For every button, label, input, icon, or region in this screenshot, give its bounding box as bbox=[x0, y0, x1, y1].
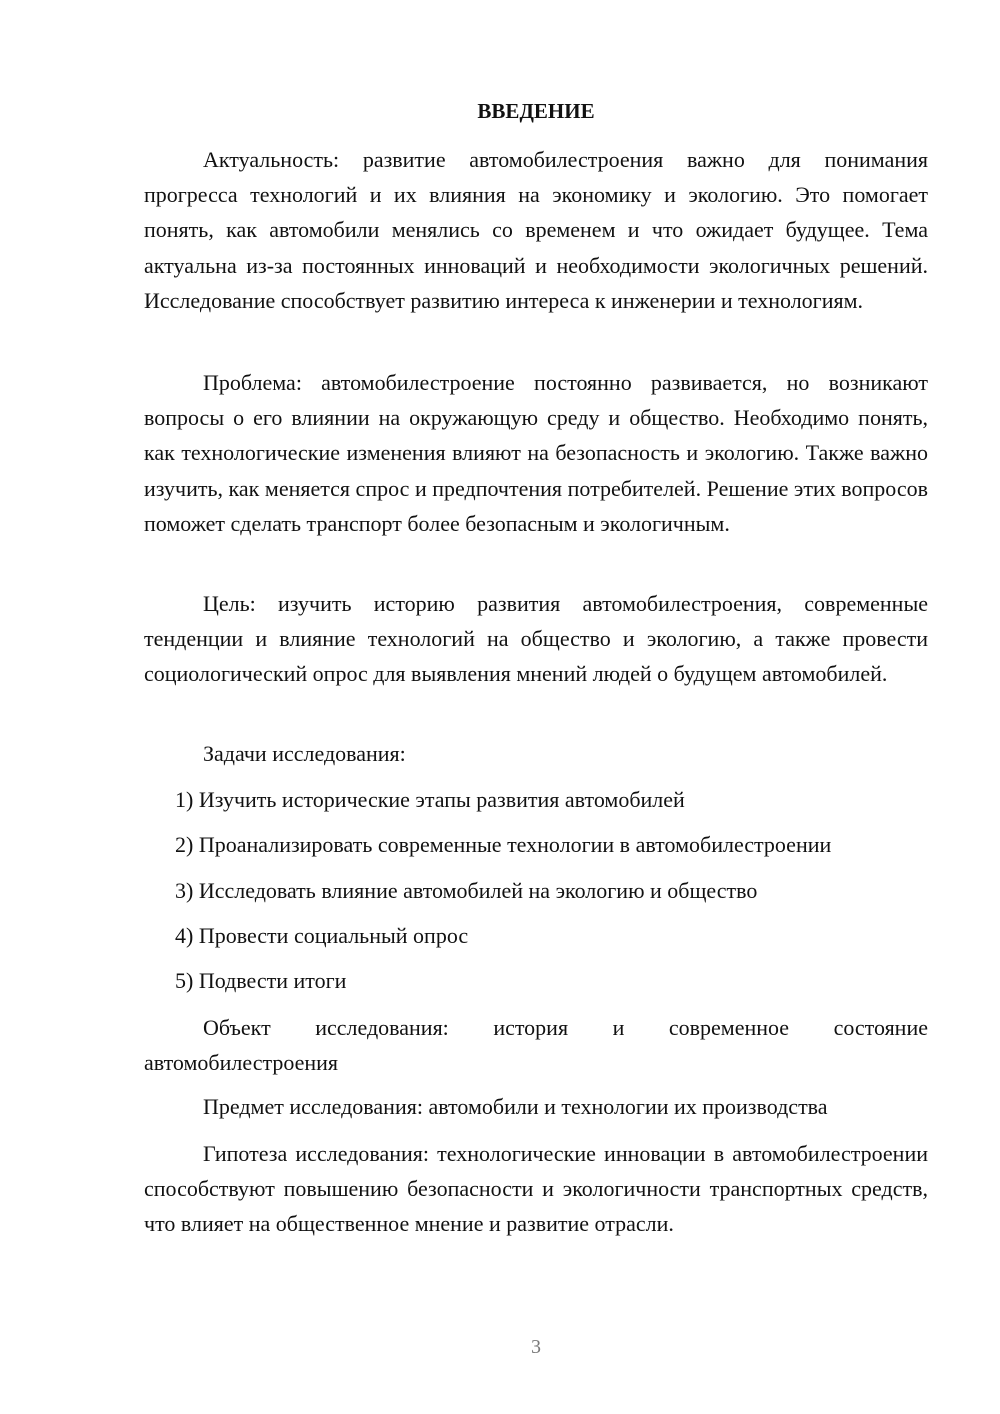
relevance-paragraph: Актуальность: развитие автомобилестроения важно для понимания прогресса технологий и их влияния на экономику и экологию. Это помогает понять, как автомобили менялись со временем и что ожидает будущее. Тема актуальна из-за постоянных инноваций и необходимости экологичных решений. Исследование способствует развитию интереса к инженерии и технологиям. bbox=[144, 147, 928, 313]
problem-paragraph: Проблема: автомобилестроение постоянно развивается, но возникают вопросы о его влиянии на окружающую среду и общество. Необходимо понять, как технологические изменения влияют на безопасность и экологию. Также важно изучить, как меняется спрос и предпочтения потребителей. Решение этих вопросов поможет сделать транспорт более безопасным и экологичным. bbox=[144, 370, 928, 536]
hypothesis-paragraph: Гипотеза исследования: технологические инновации в автомобилестроении способствуют повышению безопасности и экологичности транспортных средств, что влияет на общественное мнение и развитие отрасли. bbox=[144, 1141, 928, 1237]
task-item-3: 3) Исследовать влияние автомобилей на экологию и общество bbox=[175, 878, 758, 903]
tasks-heading: Задачи исследования: bbox=[203, 741, 406, 766]
page-title: ВВЕДЕНИЕ bbox=[477, 99, 595, 123]
task-item-4: 4) Провести социальный опрос bbox=[175, 923, 469, 948]
subject-paragraph: Предмет исследования: автомобили и технологии их производства bbox=[203, 1094, 828, 1119]
goal-paragraph: Цель: изучить историю развития автомобилестроения, современные тенденции и влияние технологий на общество и экологию, а также провести социологический опрос для выявления мнений людей о будущем автомобилей. bbox=[144, 591, 928, 687]
task-item-1: 1) Изучить исторические этапы развития автомобилей bbox=[175, 787, 685, 812]
task-item-5: 5) Подвести итоги bbox=[175, 968, 347, 993]
object-paragraph: Объект исследования: история и современное состояние автомобилестроения bbox=[144, 1015, 928, 1076]
page-number: 3 bbox=[531, 1336, 541, 1358]
task-item-2: 2) Проанализировать современные технологии в автомобилестроении bbox=[175, 832, 832, 857]
